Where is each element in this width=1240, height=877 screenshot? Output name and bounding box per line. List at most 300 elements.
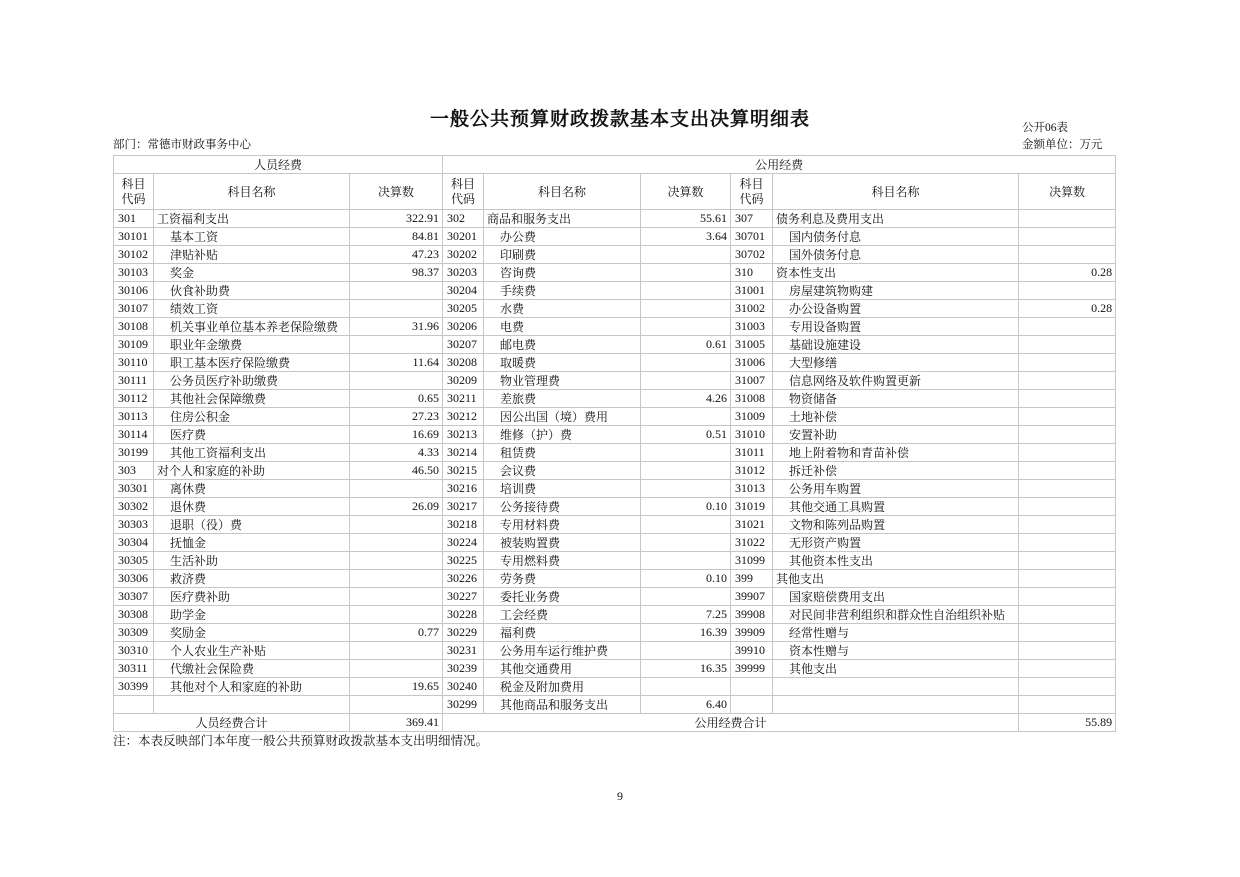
amount-cell: 84.81 [350, 228, 443, 246]
amount-cell [350, 588, 443, 606]
subject-code-cell: 39909 [731, 624, 773, 642]
amount-cell [641, 588, 731, 606]
table-row [114, 606, 1116, 624]
subject-name-cell: 印刷费 [484, 246, 641, 264]
budget-detail-table [113, 155, 1116, 732]
amount-cell [641, 300, 731, 318]
amount-cell [1019, 552, 1116, 570]
amount-cell [1019, 282, 1116, 300]
amount-cell: 31.96 [350, 318, 443, 336]
subject-name-cell: 手续费 [484, 282, 641, 300]
amount-cell [1019, 228, 1116, 246]
subject-name-cell: 公务用车运行维护费 [484, 642, 641, 660]
amount-cell: 0.65 [350, 390, 443, 408]
column-header-subject-code [731, 174, 773, 210]
amount-cell: 47.23 [350, 246, 443, 264]
subject-name-cell: 其他资本性支出 [773, 552, 1019, 570]
table-row [114, 660, 1116, 678]
subject-name-cell: 抚恤金 [154, 534, 350, 552]
subject-code-cell: 30204 [443, 282, 484, 300]
subject-name-cell: 维修（护）费 [484, 426, 641, 444]
subject-code-cell: 307 [731, 210, 773, 228]
subject-name-cell: 专用设备购置 [773, 318, 1019, 336]
table-row [114, 282, 1116, 300]
amount-cell [1019, 534, 1116, 552]
subject-code-cell: 301 [114, 210, 154, 228]
subject-code-cell: 30110 [114, 354, 154, 372]
amount-cell [641, 408, 731, 426]
subject-name-cell: 文物和陈列品购置 [773, 516, 1019, 534]
amount-cell [1019, 408, 1116, 426]
page-title: 一般公共预算财政拨款基本支出决算明细表 [429, 109, 810, 130]
subject-code-cell: 30218 [443, 516, 484, 534]
subject-code-cell [731, 678, 773, 696]
subject-code-cell [114, 696, 154, 714]
subject-name-cell: 退休费 [154, 498, 350, 516]
amount-cell: 0.77 [350, 624, 443, 642]
subject-code-cell: 310 [731, 264, 773, 282]
subject-code-cell: 30112 [114, 390, 154, 408]
subject-code-cell: 30215 [443, 462, 484, 480]
subject-code-cell: 30302 [114, 498, 154, 516]
amount-cell [1019, 318, 1116, 336]
subject-code-cell: 30212 [443, 408, 484, 426]
subject-code-cell: 30229 [443, 624, 484, 642]
subject-name-cell: 资本性支出 [773, 264, 1019, 282]
subject-code-cell: 30202 [443, 246, 484, 264]
subject-code-cell: 30209 [443, 372, 484, 390]
column-header-final-amount: 决算数 [641, 174, 731, 210]
table-row [114, 354, 1116, 372]
subject-name-cell: 伙食补助费 [154, 282, 350, 300]
amount-cell [1019, 516, 1116, 534]
table-row [114, 624, 1116, 642]
subject-name-cell: 公务接待费 [484, 498, 641, 516]
subject-code-cell: 30207 [443, 336, 484, 354]
subject-name-cell: 国家赔偿费用支出 [773, 588, 1019, 606]
subject-name-cell: 奖励金 [154, 624, 350, 642]
amount-cell: 322.91 [350, 210, 443, 228]
amount-cell [350, 606, 443, 624]
subject-name-cell: 咨询费 [484, 264, 641, 282]
amount-cell: 55.61 [641, 210, 731, 228]
amount-cell [350, 660, 443, 678]
subject-name-cell: 其他支出 [773, 660, 1019, 678]
amount-cell [1019, 390, 1116, 408]
amount-cell: 0.51 [641, 426, 731, 444]
amount-cell [1019, 426, 1116, 444]
subject-name-cell: 其他工资福利支出 [154, 444, 350, 462]
subject-code-cell: 30102 [114, 246, 154, 264]
amount-cell [641, 318, 731, 336]
amount-cell [1019, 372, 1116, 390]
table-row [114, 318, 1116, 336]
subject-name-cell: 办公设备购置 [773, 300, 1019, 318]
table-row [114, 444, 1116, 462]
subject-code-cell: 30301 [114, 480, 154, 498]
amount-cell [1019, 336, 1116, 354]
subject-code-cell: 30216 [443, 480, 484, 498]
subject-name-cell: 其他交通工具购置 [773, 498, 1019, 516]
subject-code-cell: 30108 [114, 318, 154, 336]
amount-cell [641, 516, 731, 534]
subject-name-cell: 工会经费 [484, 606, 641, 624]
amount-cell: 11.64 [350, 354, 443, 372]
subject-name-cell: 专用燃料费 [484, 552, 641, 570]
amount-cell [1019, 660, 1116, 678]
subject-code-cell: 30308 [114, 606, 154, 624]
subject-code-cell: 31011 [731, 444, 773, 462]
subject-code-cell: 30701 [731, 228, 773, 246]
subject-name-cell: 被装购置费 [484, 534, 641, 552]
amount-cell [350, 480, 443, 498]
subject-name-cell: 大型修缮 [773, 354, 1019, 372]
subject-name-cell: 会议费 [484, 462, 641, 480]
table-row [114, 210, 1116, 228]
subject-code-cell: 30114 [114, 426, 154, 444]
subject-code-cell: 31019 [731, 498, 773, 516]
table-row [114, 696, 1116, 714]
table-row [114, 552, 1116, 570]
amount-cell: 0.28 [1019, 264, 1116, 282]
subject-name-cell: 培训费 [484, 480, 641, 498]
subject-name-cell: 助学金 [154, 606, 350, 624]
subject-code-cell: 31006 [731, 354, 773, 372]
subject-name-cell: 劳务费 [484, 570, 641, 588]
amount-cell [350, 336, 443, 354]
amount-cell [641, 282, 731, 300]
amount-cell [350, 552, 443, 570]
subject-code-cell: 399 [731, 570, 773, 588]
amount-cell: 98.37 [350, 264, 443, 282]
subject-name-cell: 福利费 [484, 624, 641, 642]
subject-code-cell: 31007 [731, 372, 773, 390]
subject-code-cell: 30225 [443, 552, 484, 570]
subject-name-cell: 商品和服务支出 [484, 210, 641, 228]
subject-name-cell: 其他交通费用 [484, 660, 641, 678]
amount-cell [641, 534, 731, 552]
subject-name-cell: 离休费 [154, 480, 350, 498]
subject-code-cell: 31003 [731, 318, 773, 336]
subject-code-cell: 39999 [731, 660, 773, 678]
amount-cell [1019, 354, 1116, 372]
subject-name-cell: 税金及附加费用 [484, 678, 641, 696]
subject-code-cell: 30226 [443, 570, 484, 588]
subject-code-cell: 31008 [731, 390, 773, 408]
subject-code-cell: 30101 [114, 228, 154, 246]
column-header-subject-name: 科目名称 [484, 174, 641, 210]
subject-name-cell: 安置补助 [773, 426, 1019, 444]
column-header-text: 科目代码 [451, 176, 476, 206]
amount-cell [1019, 588, 1116, 606]
subject-code-cell: 31009 [731, 408, 773, 426]
subject-code-cell: 30309 [114, 624, 154, 642]
amount-cell: 16.39 [641, 624, 731, 642]
amount-cell: 6.40 [641, 696, 731, 714]
subject-name-cell: 绩效工资 [154, 300, 350, 318]
amount-cell [1019, 480, 1116, 498]
table-body [114, 210, 1116, 714]
amount-cell [641, 642, 731, 660]
amount-cell [350, 534, 443, 552]
subject-code-cell: 30305 [114, 552, 154, 570]
table-row [114, 678, 1116, 696]
table-row [114, 642, 1116, 660]
column-header-final-amount: 决算数 [1019, 174, 1116, 210]
table-row [114, 300, 1116, 318]
amount-cell [1019, 570, 1116, 588]
group-header-personnel: 人员经费 [114, 156, 443, 174]
amount-cell: 26.09 [350, 498, 443, 516]
subject-name-cell: 土地补偿 [773, 408, 1019, 426]
column-header-subject-code [443, 174, 484, 210]
subject-name-cell: 基础设施建设 [773, 336, 1019, 354]
subject-code-cell: 303 [114, 462, 154, 480]
subject-name-cell: 物业管理费 [484, 372, 641, 390]
subject-name-cell: 对民间非营利组织和群众性自治组织补贴 [773, 606, 1019, 624]
subject-code-cell: 31010 [731, 426, 773, 444]
subject-code-cell: 39908 [731, 606, 773, 624]
subject-code-cell: 30106 [114, 282, 154, 300]
subject-name-cell: 救济费 [154, 570, 350, 588]
amount-cell: 4.33 [350, 444, 443, 462]
amount-cell: 16.69 [350, 426, 443, 444]
subject-code-cell: 31022 [731, 534, 773, 552]
subject-name-cell [773, 678, 1019, 696]
public-total-value: 55.89 [1019, 714, 1116, 732]
subject-name-cell: 国外债务付息 [773, 246, 1019, 264]
amount-cell [350, 516, 443, 534]
table-row [114, 480, 1116, 498]
subject-name-cell: 职工基本医疗保险缴费 [154, 354, 350, 372]
page-number: 9 [617, 789, 623, 803]
subject-name-cell: 奖金 [154, 264, 350, 282]
column-header-text: 科目代码 [739, 176, 764, 206]
subject-name-cell: 差旅费 [484, 390, 641, 408]
subject-name-cell: 委托业务费 [484, 588, 641, 606]
amount-cell: 4.26 [641, 390, 731, 408]
amount-cell [1019, 624, 1116, 642]
amount-cell [1019, 696, 1116, 714]
subject-name-cell: 其他支出 [773, 570, 1019, 588]
group-header-row [114, 156, 1116, 174]
subject-code-cell: 30304 [114, 534, 154, 552]
amount-cell [350, 696, 443, 714]
table-row [114, 426, 1116, 444]
column-header-subject-name: 科目名称 [154, 174, 350, 210]
amount-cell [350, 642, 443, 660]
subject-code-cell: 30203 [443, 264, 484, 282]
amount-cell: 0.10 [641, 498, 731, 516]
subject-name-cell [773, 696, 1019, 714]
subject-code-cell: 30201 [443, 228, 484, 246]
subject-name-cell: 津贴补贴 [154, 246, 350, 264]
amount-cell [350, 300, 443, 318]
subject-code-cell: 31005 [731, 336, 773, 354]
subject-code-cell: 30311 [114, 660, 154, 678]
subject-code-cell: 30702 [731, 246, 773, 264]
subject-name-cell: 个人农业生产补贴 [154, 642, 350, 660]
subject-code-cell: 30303 [114, 516, 154, 534]
subject-name-cell: 经常性赠与 [773, 624, 1019, 642]
subject-name-cell: 机关事业单位基本养老保险缴费 [154, 318, 350, 336]
subject-name-cell: 地上附着物和青苗补偿 [773, 444, 1019, 462]
amount-cell: 46.50 [350, 462, 443, 480]
subject-name-cell: 物资储备 [773, 390, 1019, 408]
subject-name-cell: 办公费 [484, 228, 641, 246]
subject-name-cell: 国内债务付息 [773, 228, 1019, 246]
subject-name-cell: 债务利息及费用支出 [773, 210, 1019, 228]
subject-code-cell [731, 696, 773, 714]
subject-name-cell: 公务用车购置 [773, 480, 1019, 498]
department-label: 部门：常德市财政事务中心 [113, 139, 251, 151]
subject-code-cell: 39910 [731, 642, 773, 660]
amount-cell [1019, 210, 1116, 228]
amount-cell: 0.10 [641, 570, 731, 588]
subject-code-cell: 30208 [443, 354, 484, 372]
amount-cell [641, 552, 731, 570]
amount-cell [1019, 462, 1116, 480]
table-row [114, 372, 1116, 390]
subject-code-cell: 39907 [731, 588, 773, 606]
amount-cell [1019, 606, 1116, 624]
subject-code-cell: 31012 [731, 462, 773, 480]
subject-code-cell: 30227 [443, 588, 484, 606]
amount-cell [641, 246, 731, 264]
subject-code-cell: 30103 [114, 264, 154, 282]
group-header-public: 公用经费 [443, 156, 1116, 174]
amount-cell [1019, 678, 1116, 696]
subject-code-cell: 30306 [114, 570, 154, 588]
subject-name-cell: 退职（役）费 [154, 516, 350, 534]
amount-cell [641, 444, 731, 462]
subject-name-cell: 基本工资 [154, 228, 350, 246]
table-row [114, 246, 1116, 264]
subject-name-cell: 公务员医疗补助缴费 [154, 372, 350, 390]
amount-cell: 3.64 [641, 228, 731, 246]
amount-cell: 7.25 [641, 606, 731, 624]
amount-cell [641, 264, 731, 282]
subject-name-cell: 租赁费 [484, 444, 641, 462]
subject-code-cell: 30113 [114, 408, 154, 426]
amount-cell [350, 570, 443, 588]
amount-cell: 0.61 [641, 336, 731, 354]
subject-code-cell: 30239 [443, 660, 484, 678]
table-row [114, 462, 1116, 480]
subject-code-cell: 30211 [443, 390, 484, 408]
subject-code-cell: 30205 [443, 300, 484, 318]
subject-name-cell: 代缴社会保险费 [154, 660, 350, 678]
subject-code-cell: 30214 [443, 444, 484, 462]
amount-cell [1019, 642, 1116, 660]
subject-code-cell: 30206 [443, 318, 484, 336]
subject-code-cell: 30228 [443, 606, 484, 624]
subject-code-cell: 302 [443, 210, 484, 228]
column-header-text: 科目代码 [121, 176, 146, 206]
table-row [114, 390, 1116, 408]
amount-unit-label: 金额单位：万元 [1022, 139, 1103, 151]
amount-cell [641, 462, 731, 480]
subject-name-cell: 工资福利支出 [154, 210, 350, 228]
table-row [114, 498, 1116, 516]
subject-name-cell: 住房公积金 [154, 408, 350, 426]
amount-cell [350, 282, 443, 300]
amount-cell [1019, 246, 1116, 264]
totals-row [114, 714, 1116, 732]
subject-code-cell: 30109 [114, 336, 154, 354]
subject-code-cell: 31002 [731, 300, 773, 318]
table-row [114, 336, 1116, 354]
table-row [114, 228, 1116, 246]
amount-cell: 16.35 [641, 660, 731, 678]
amount-cell [1019, 498, 1116, 516]
subject-code-cell: 30399 [114, 678, 154, 696]
subject-name-cell: 医疗费补助 [154, 588, 350, 606]
table-code-label: 公开06表 [1022, 122, 1068, 134]
subject-code-cell: 30240 [443, 678, 484, 696]
subject-name-cell: 专用材料费 [484, 516, 641, 534]
table-row [114, 516, 1116, 534]
subject-name-cell: 职业年金缴费 [154, 336, 350, 354]
subject-name-cell: 取暖费 [484, 354, 641, 372]
subject-code-cell: 31013 [731, 480, 773, 498]
column-header-subject-code [114, 174, 154, 210]
subject-name-cell: 其他社会保障缴费 [154, 390, 350, 408]
subject-name-cell: 生活补助 [154, 552, 350, 570]
subject-name-cell: 因公出国（境）费用 [484, 408, 641, 426]
subject-code-cell: 30231 [443, 642, 484, 660]
subject-code-cell: 30217 [443, 498, 484, 516]
subject-name-cell: 水费 [484, 300, 641, 318]
amount-cell: 0.28 [1019, 300, 1116, 318]
subject-name-cell: 邮电费 [484, 336, 641, 354]
amount-cell: 19.65 [350, 678, 443, 696]
subject-code-cell: 31099 [731, 552, 773, 570]
subject-name-cell: 无形资产购置 [773, 534, 1019, 552]
subject-name-cell: 医疗费 [154, 426, 350, 444]
personnel-total-value: 369.41 [350, 714, 443, 732]
table-row [114, 534, 1116, 552]
table-row [114, 264, 1116, 282]
subject-name-cell: 拆迁补偿 [773, 462, 1019, 480]
table-row [114, 570, 1116, 588]
subject-name-cell: 其他对个人和家庭的补助 [154, 678, 350, 696]
subject-code-cell: 30299 [443, 696, 484, 714]
subject-name-cell [154, 696, 350, 714]
amount-cell [641, 678, 731, 696]
subject-name-cell: 信息网络及软件购置更新 [773, 372, 1019, 390]
table-row [114, 408, 1116, 426]
amount-cell [350, 372, 443, 390]
amount-cell [641, 372, 731, 390]
subject-code-cell: 30107 [114, 300, 154, 318]
column-header-final-amount: 决算数 [350, 174, 443, 210]
subject-name-cell: 其他商品和服务支出 [484, 696, 641, 714]
subject-code-cell: 30224 [443, 534, 484, 552]
subject-code-cell: 30213 [443, 426, 484, 444]
column-header-subject-name: 科目名称 [773, 174, 1019, 210]
amount-cell [641, 480, 731, 498]
subject-name-cell: 房屋建筑物购建 [773, 282, 1019, 300]
subject-name-cell: 电费 [484, 318, 641, 336]
table-row [114, 588, 1116, 606]
amount-cell [641, 354, 731, 372]
subject-name-cell: 资本性赠与 [773, 642, 1019, 660]
column-header-row [114, 174, 1116, 210]
subject-code-cell: 31021 [731, 516, 773, 534]
personnel-total-label: 人员经费合计 [114, 714, 350, 732]
subject-name-cell: 对个人和家庭的补助 [154, 462, 350, 480]
